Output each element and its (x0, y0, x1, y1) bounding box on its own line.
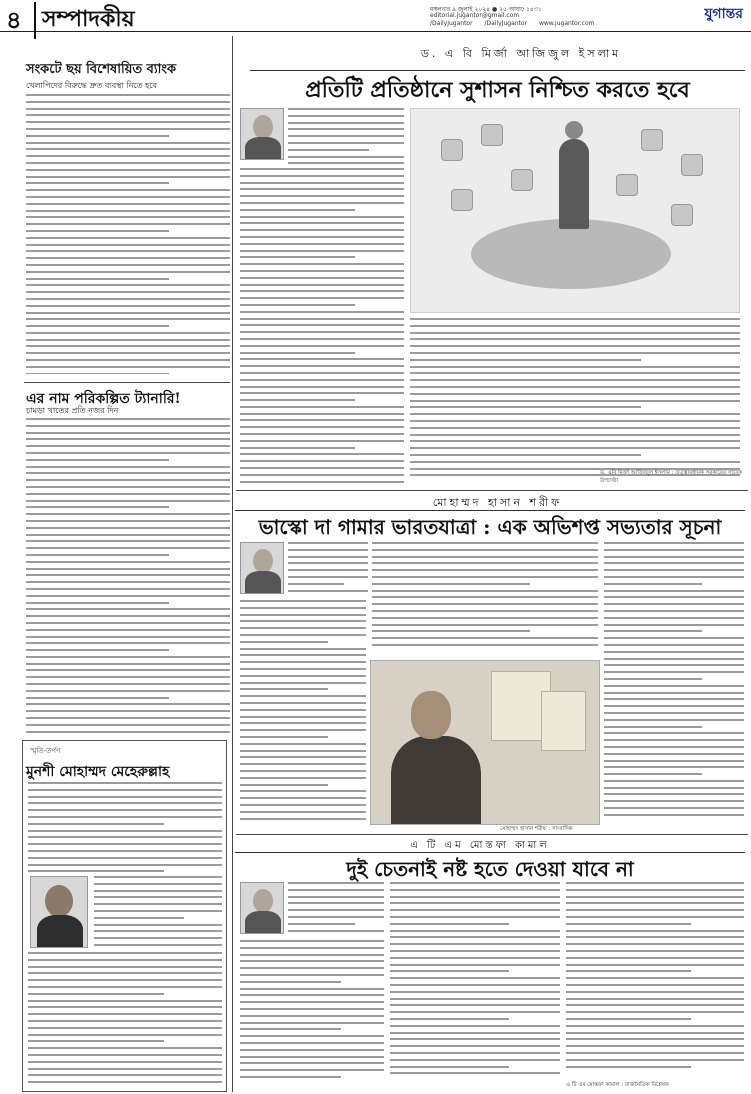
section-title: সম্পাদকীয় (34, 2, 135, 39)
divider (24, 382, 230, 383)
feature-body-side (94, 876, 222, 948)
editorial2-headline: এর নাম পরিকল্পিত ট্যানারি! (26, 391, 181, 407)
date-line: মঙ্গলবার ৯ জুলাই ২০২৪ ● ২৫ আষাঢ় ১৪৩১ (430, 6, 542, 13)
feature-portrait (30, 876, 88, 948)
website-link[interactable]: www.jugantor.com (538, 20, 595, 27)
article1-author-title: ড. এবি মির্জা আজিজুল ইসলাম : তত্ত্বাবধায়ক সরকারের সাবেক উপদেষ্টা (600, 470, 743, 484)
article2-author-photo (240, 542, 284, 594)
article3-body-b (240, 940, 384, 1088)
editorial1-body (26, 94, 230, 374)
article3-headline: দুই চেতনাই নষ্ট হতে দেওয়া যাবে না (235, 852, 745, 888)
editorial1-headline: সংকটে ছয় বিশেষায়িত ব্যাংক (26, 62, 177, 77)
article2-author-title: মোহাম্মদ হাসান শরীফ : সাংবাদিক (500, 826, 573, 832)
feature-body-top (28, 782, 222, 872)
article1-body-b (240, 168, 404, 484)
article2-body-a (288, 542, 368, 598)
article1-author: ড. এ বি মির্জা আজিজুল ইসলাম (420, 47, 622, 60)
article3-body-d (566, 882, 744, 1078)
article1-author-photo (240, 108, 284, 160)
divider (236, 834, 748, 835)
article2-body-d (604, 542, 744, 832)
article3-body-a (288, 882, 384, 938)
article3-author-title: এ টি এম মোস্তফা কামাল : রাজনৈতিক বিশ্লেষক (566, 1082, 669, 1088)
editorial-email[interactable]: editorial.jugantor@gmail.com (430, 12, 520, 19)
article1-body-a (288, 108, 404, 168)
editorial2-body (26, 418, 230, 734)
article1-headline: প্রতিটি প্রতিষ্ঠানে সুশাসন নিশ্চিত করতে হবে (250, 70, 745, 110)
feature-label: স্মৃতি-তর্পণ (30, 747, 61, 755)
editorial1-subhead: খেলাপিদের বিরুদ্ধে দ্রুত ব্যবস্থা নিতে হবে (26, 81, 158, 90)
article3-body-c (390, 882, 560, 1088)
brand-logo: যুগান্তর (704, 6, 743, 22)
page-number: ৪ (6, 5, 22, 34)
divider (236, 490, 748, 491)
article3-author: এ টি এম মোস্তফা কামাল (410, 840, 550, 851)
vasco-da-gama-painting (370, 660, 600, 825)
article2-headline: ভাস্কো দা গামার ভারতযাত্রা : এক অভিশপ্ত সভ্যতার সূচনা (235, 510, 745, 546)
column-divider (232, 36, 233, 1092)
masthead (0, 0, 751, 32)
feature-name: মুনশী মোহাম্মদ মেহেরুল্লাহ (26, 764, 170, 780)
article1-body-c (410, 318, 740, 488)
feature-body-bottom (28, 952, 222, 1088)
governance-illustration (410, 108, 740, 313)
article2-author: মোহাম্মদ হাসান শরীফ (432, 496, 563, 509)
social-links (430, 20, 750, 27)
article2-body-b (240, 600, 366, 830)
article2-body-c (372, 542, 598, 654)
article3-author-photo (240, 882, 284, 934)
twitter-link[interactable]: /DailyJugantor (484, 20, 528, 27)
editorial2-subhead: চামড়া খাতের প্রতি নজর দিন (26, 406, 119, 415)
facebook-link[interactable]: /DailyJugantor (430, 20, 473, 27)
